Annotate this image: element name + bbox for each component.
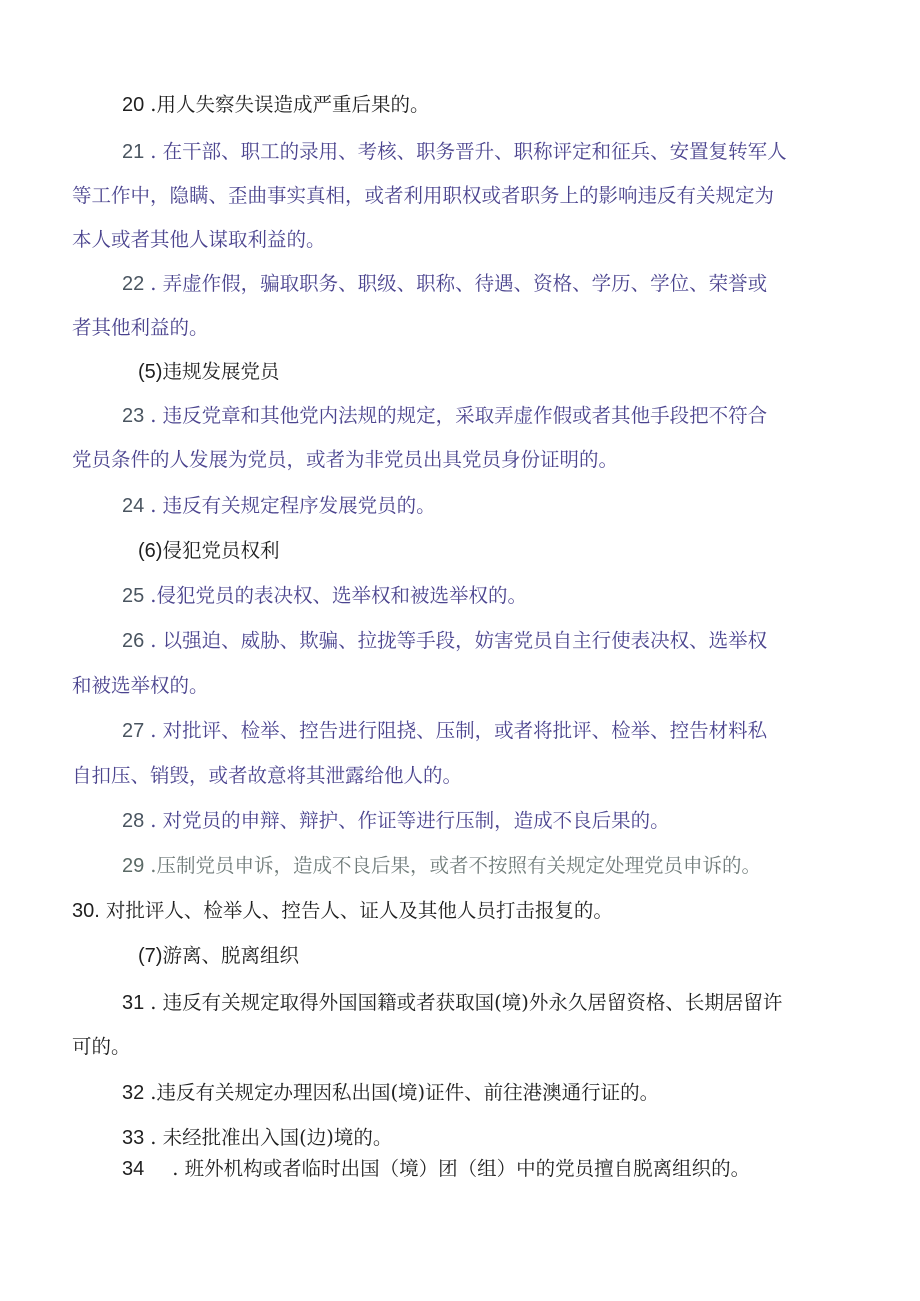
item-32 <box>122 1081 659 1105</box>
item-text: . 违反有关规定程序发展党员的。 <box>150 494 436 517</box>
item-number: 27 <box>122 720 145 742</box>
section-heading-6 <box>138 539 279 563</box>
item-28 <box>122 809 670 833</box>
item-number: 28 <box>122 810 145 832</box>
item-26-line-2: 和被选举权的。 <box>72 674 209 697</box>
section-number: (6) <box>138 540 163 562</box>
item-text: .侵犯党员的表决权、选举权和被选举权的。 <box>150 584 527 607</box>
item-text: .压制党员申诉，造成不良后果，或者不按照有关规定处理党员申诉的。 <box>150 854 761 877</box>
item-number: 24 <box>122 495 145 517</box>
section-title: 游离、脱离组织 <box>162 944 299 967</box>
section-title: 侵犯党员权利 <box>162 539 280 562</box>
item-number: 22 <box>122 273 145 295</box>
item-34 <box>122 1157 750 1181</box>
item-number: 23 <box>122 405 145 427</box>
item-text: . 以强迫、威胁、欺骗、拉拢等手段，妨害党员自主行使表决权、选举权 <box>150 629 768 652</box>
section-number: (7) <box>138 945 163 967</box>
item-21-line-2: 等工作中，隐瞒、歪曲事实真相，或者利用职权或者职务上的影响违反有关规定为 <box>72 184 775 207</box>
item-29 <box>122 854 761 878</box>
item-23-line-1 <box>122 404 767 428</box>
item-21-line-1 <box>122 140 787 164</box>
item-text: . 班外机构或者临时出国（境）团（组）中的党员擅自脱离组织的。 <box>172 1157 751 1180</box>
item-number: 32 <box>122 1082 145 1104</box>
item-20 <box>122 93 429 117</box>
item-text: .用人失察失误造成严重后果的。 <box>150 93 430 116</box>
section-title: 违规发展党员 <box>162 360 280 383</box>
item-text: . 未经批准出入国(边)境的。 <box>150 1126 393 1149</box>
section-number: (5) <box>138 361 163 383</box>
item-24 <box>122 494 436 518</box>
item-number: 31 <box>122 992 145 1014</box>
item-26-line-1 <box>122 629 767 653</box>
item-number: 21 <box>122 141 145 163</box>
item-30 <box>72 899 613 923</box>
item-number: 29 <box>122 855 145 877</box>
item-text: 对批评人、检举人、控告人、证人及其他人员打击报复的。 <box>105 899 613 922</box>
item-text: . 对党员的申辩、辩护、作证等进行压制，造成不良后果的。 <box>150 809 670 832</box>
item-21-line-3: 本人或者其他人谋取利益的。 <box>72 228 326 251</box>
item-text: . 对批评、检举、控告进行阻挠、压制，或者将批评、检举、控告材料私 <box>150 719 768 742</box>
item-22-line-1 <box>122 272 767 296</box>
item-text: . 在干部、职工的录用、考核、职务晋升、职称评定和征兵、安置复转军人 <box>150 140 787 163</box>
item-31-line-2: 可的。 <box>72 1035 131 1058</box>
item-text: . 违反党章和其他党内法规的规定，采取弄虚作假或者其他手段把不符合 <box>150 404 768 427</box>
item-text: . 弄虚作假，骗取职务、职级、职称、待遇、资格、学历、学位、荣誉或 <box>150 272 768 295</box>
item-27-line-2: 自扣压、销毁，或者故意将其泄露给他人的。 <box>72 764 463 787</box>
item-number: 30. <box>72 900 100 922</box>
item-number: 26 <box>122 630 145 652</box>
item-22-line-2: 者其他利益的。 <box>72 316 209 339</box>
item-number: 25 <box>122 585 145 607</box>
item-text: .违反有关规定办理因私出国(境)证件、前往港澳通行证的。 <box>150 1081 660 1104</box>
item-number: 20 <box>122 94 145 116</box>
item-33 <box>122 1126 392 1150</box>
section-heading-7 <box>138 944 299 968</box>
section-heading-5 <box>138 360 279 384</box>
item-31-line-1 <box>122 991 782 1015</box>
item-27-line-1 <box>122 719 767 743</box>
item-number: 34 <box>122 1158 145 1180</box>
item-23-line-2: 党员条件的人发展为党员，或者为非党员出具党员身份证明的。 <box>72 448 619 471</box>
item-25 <box>122 584 527 608</box>
item-number: 33 <box>122 1127 145 1149</box>
item-text: . 违反有关规定取得外国国籍或者获取国(境)外永久居留资格、长期居留许 <box>150 991 783 1014</box>
